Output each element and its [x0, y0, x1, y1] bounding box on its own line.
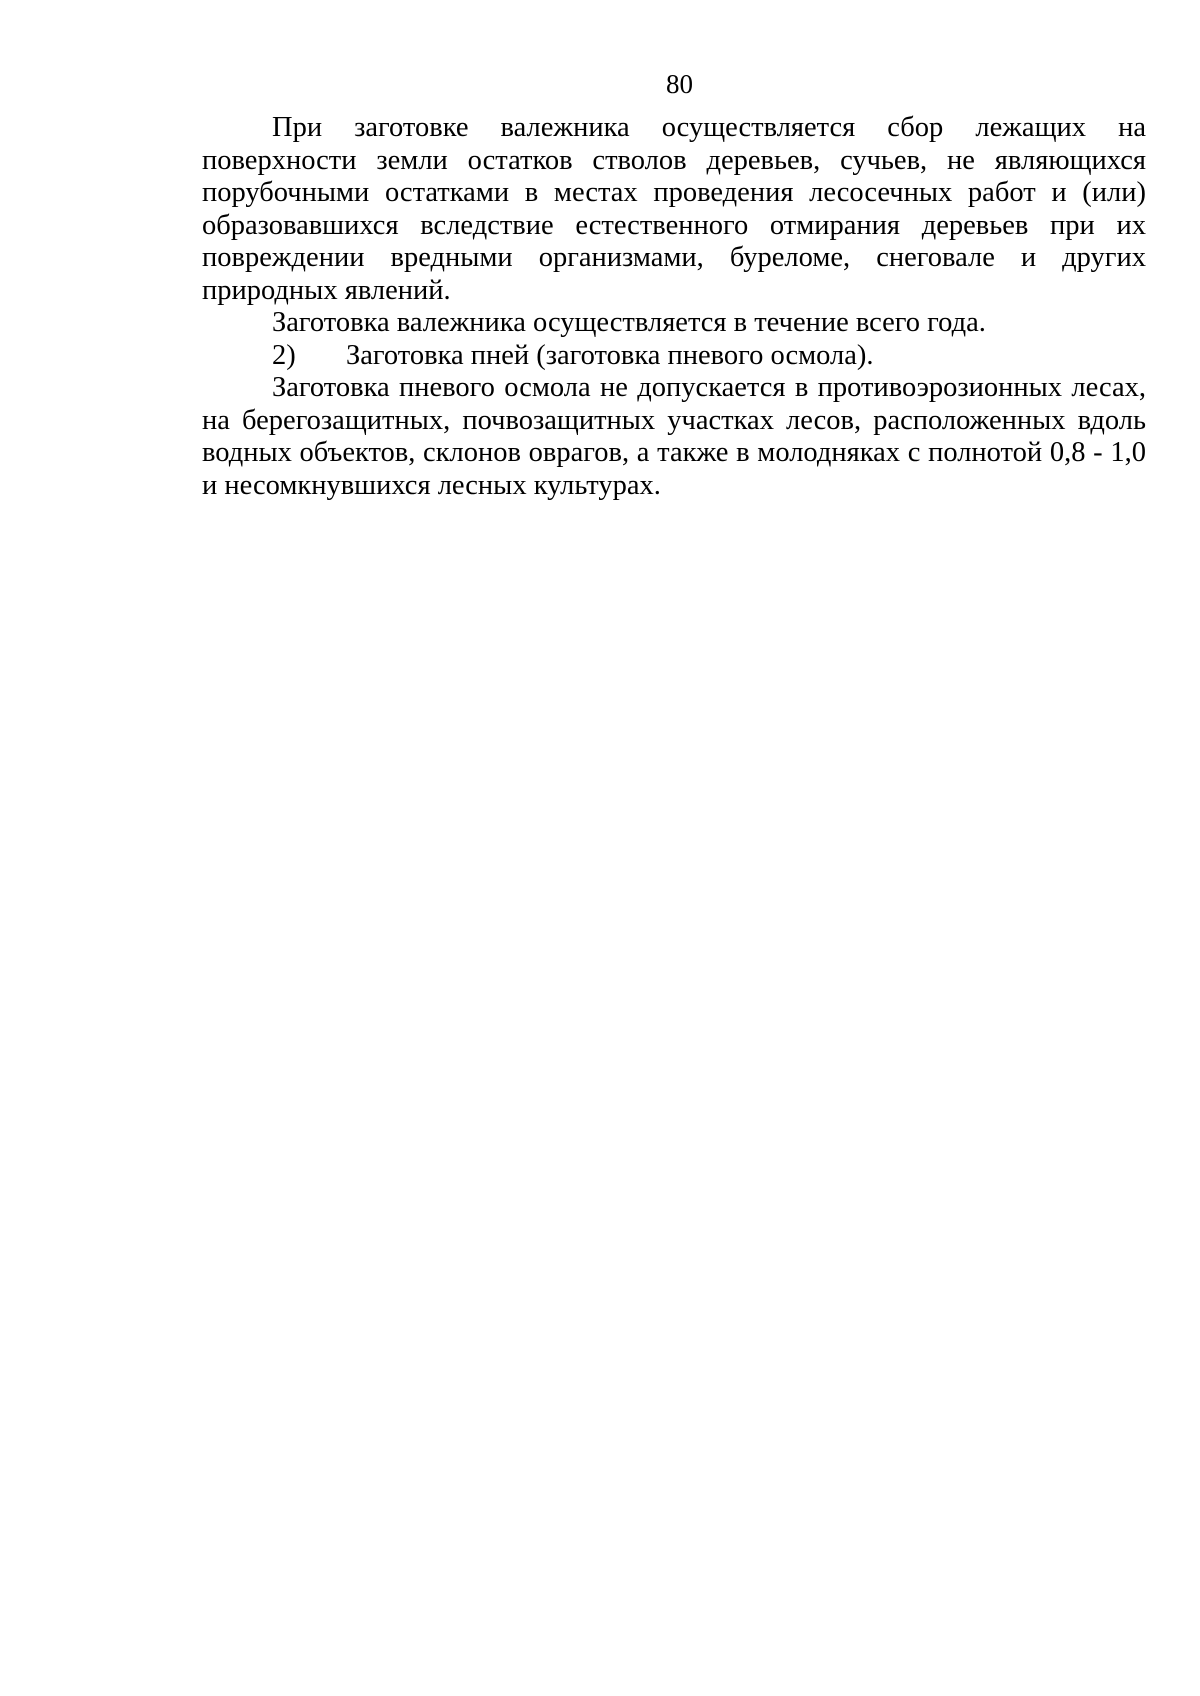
paragraph: Заготовка пневого осмола не допускается в противоэрозионных лесах, на берегозащитных, почвозащитных участках лесов, расположенных вдоль водных объектов, склонов оврагов, а также в молодняках с полнотой 0,8 - 1,0 и несомкнувшихся лесных культурах.: [202, 372, 1146, 501]
paragraph: При заготовке валежника осуществляется сбор лежащих на поверхности земли остатков стволов деревьев, сучьев, не являющихся порубочными остатками в местах проведения лесосечных работ и (или) образовавшихся вследствие естественного отмирания деревьев при их повреждении вредными организмами, буреломе, снеговале и других природных явлений.: [202, 112, 1146, 306]
item-number: 2): [272, 339, 296, 371]
numbered-item: [202, 340, 1146, 373]
paragraph: Заготовка валежника осуществляется в течение всего года.: [272, 307, 986, 338]
item-title: Заготовка пней (заготовка пневого осмола).: [346, 339, 874, 371]
page-number: 80: [666, 69, 693, 99]
document-body: [202, 112, 1146, 502]
